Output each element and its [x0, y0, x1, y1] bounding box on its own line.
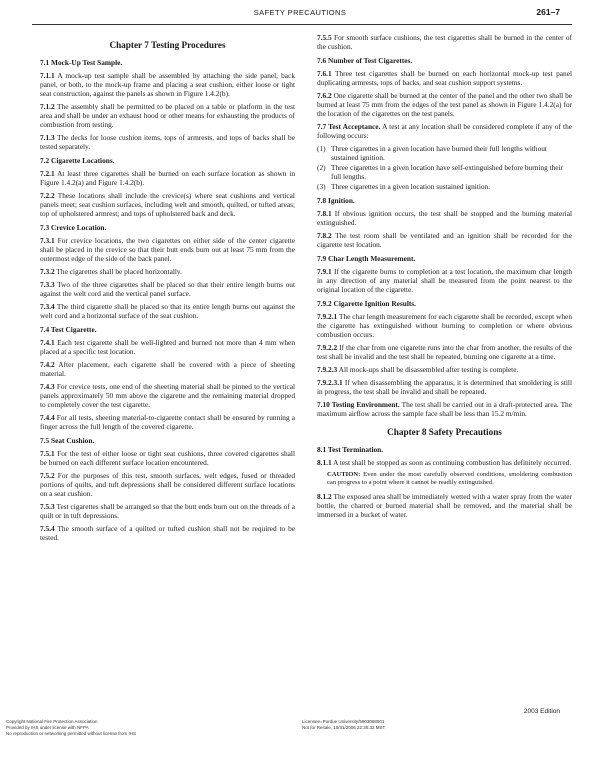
clause-text: A test shall be stopped as soon as continuing combustion has definitely occurred.	[333, 458, 572, 467]
clause-text: For all tests, sheeting material-to-cigarette contact shall be ensured by running a finger across the full length of the covered cigarette.	[40, 413, 295, 431]
paragraph	[40, 302, 295, 320]
clause-text: The test shall be carried out in a draft-protected area. The maximum airflow across the sample face shall be less than 15.2 m/min.	[317, 400, 572, 418]
clause-number: 7.5.4	[40, 524, 55, 533]
list-item: (3) Three cigarettes in a given location sustained ignition.	[317, 182, 491, 191]
clause-text: At least three cigarettes shall be burned on each surface location as shown in Figure 1.4.2(a) and Figure 1.4.2(b).	[40, 169, 295, 187]
clause-number: 7.2.1	[40, 169, 55, 178]
paragraph	[317, 267, 572, 294]
clause-number: 7.5.1	[40, 449, 55, 458]
clause-text: The char length measurement for each cigarette shall be recorded, except when the cigarette has extinguished without burning to completion or where obvious combustion occurs.	[317, 312, 572, 339]
clause-text: For the test of either loose or tight seat cushions, three covered cigarettes shall be burned on each different surface location encountered.	[40, 449, 295, 467]
running-head: SAFETY PRECAUTIONS	[253, 8, 347, 17]
right-blocks-a	[317, 33, 572, 140]
clause-number: 7.4.4	[40, 413, 55, 422]
left-column	[40, 33, 295, 546]
clause-text: A mock-up test sample shall be assembled by attaching the side panel, back panel, or both, to the mock-up frame and placing a seat cushion, either loose or tight seat construction, against the panels as shown in Figure 1.4.2(b).	[40, 71, 295, 98]
clause-number: 7.7 Test Acceptance.	[317, 122, 381, 131]
paragraph	[40, 267, 295, 276]
clause-number: 7.1.3	[40, 133, 55, 142]
clause-number: 7.5.3	[40, 502, 55, 511]
paragraph	[317, 492, 572, 519]
clause-number: 7.9.2.2	[317, 343, 338, 352]
clause-number: 7.3.3	[40, 280, 55, 289]
clause-text: These locations shall include the crevice(s) where seat cushions and vertical panels meet; seat cushion surfaces, including welt and smooth, quilted, or tufted areas; top of upholstered armrest; and tops of upholstered back and deck.	[40, 191, 295, 218]
clause-number: 7.10 Testing Environment.	[317, 400, 400, 409]
section-heading: 7.4 Test Cigarette.	[40, 325, 97, 334]
clause-text: For smooth surface cushions, the test cigarettes shall be burned in the center of the cushion.	[317, 33, 572, 51]
right-blocks-b	[317, 196, 572, 418]
paragraph	[40, 449, 295, 467]
clause-text: Two of the three cigarettes shall be placed so that their entire length burns out against the welt cord and the vertical panel surface.	[40, 280, 295, 298]
paragraph	[317, 209, 572, 227]
clause-text: For crevice locations, the two cigarettes on either side of the center cigarette shall be placed in the crevice so that their butt ends burn out at least 75 mm from the outermost edge of the side of the back panel.	[40, 236, 296, 263]
page-number: 261–7	[536, 7, 560, 17]
clause-number: 7.8.2	[317, 231, 332, 240]
clause-number: 7.6.2	[317, 91, 332, 100]
paragraph	[317, 343, 572, 361]
clause-text: The exposed area shall be immediately wetted with a water spray from the water bottle, the charred or burned material shall be removed, and the material shall be immersed in a bucket of water.	[317, 492, 572, 519]
clause-number: 7.3.2	[40, 267, 55, 276]
clause-number: 7.1.1	[40, 71, 55, 80]
paragraph	[317, 458, 572, 467]
clause-text: After placement, each cigarette shall be covered with a piece of sheeting material.	[40, 360, 295, 378]
clause-number: 7.5.5	[317, 33, 332, 42]
section-heading: 7.6 Number of Test Cigarettes.	[317, 56, 413, 65]
clause-text: One cigarette shall be burned at the center of the panel and the other two shall be burned at least 75 mm from the edges of the test panel as shown in Figure 1.4.2(a) for the location of the cigarettes on the test panels.	[317, 91, 573, 118]
paragraph	[40, 236, 295, 263]
clause-text: If obvious ignition occurs, the test shall be stopped and the burning material extinguished.	[317, 209, 573, 227]
paragraph	[40, 524, 295, 542]
chapter-7-heading: Chapter 7 Testing Procedures	[109, 40, 226, 50]
clause-number: 7.6.1	[317, 69, 332, 78]
clause-text: All mock-ups shall be disassembled after testing is complete.	[338, 365, 519, 374]
acceptance-list	[317, 144, 572, 191]
paragraph	[40, 502, 295, 520]
paragraph	[317, 312, 572, 339]
clause-number: 8.1.2	[317, 492, 332, 501]
paragraph	[40, 382, 295, 409]
paragraph	[40, 169, 295, 187]
header-rule	[32, 24, 572, 25]
caution-note	[327, 471, 572, 487]
section-heading: 7.3 Crevice Location.	[40, 223, 107, 232]
footer-line: Not for Resale, 10/31/2006 22:30:32 MST	[302, 724, 386, 730]
clause-number: 7.9.1	[317, 267, 332, 276]
clause-text: The smooth surface of a quilted or tufted cushion shall not be required to be tested.	[40, 524, 295, 542]
footer-right	[302, 719, 385, 731]
left-blocks	[40, 58, 295, 542]
section-heading: 7.9 Char Length Measurement.	[317, 254, 416, 263]
clause-text: The third cigarette shall be placed so that its entire length burns out against the welt cord and a horizontal surface of the seat cushion.	[40, 302, 295, 320]
caution-label: CAUTION:	[327, 471, 361, 478]
clause-text: The test room shall be ventilated and an ignition shall be recorded for the cigarette test location.	[317, 231, 572, 249]
paragraph	[317, 365, 572, 374]
paragraph	[40, 71, 295, 98]
paragraph	[40, 360, 295, 378]
paragraph	[317, 378, 572, 396]
clause-number: 7.3.4	[40, 302, 55, 311]
clause-text: The cigarettes shall be placed horizontally.	[56, 267, 182, 276]
chapter-8-heading: Chapter 8 Safety Precautions	[387, 427, 502, 437]
footer-left	[6, 719, 136, 736]
footer-line: No reproduction or networking permitted without license from IHS	[6, 730, 137, 736]
paragraph	[317, 400, 572, 418]
paragraph	[40, 102, 295, 129]
clause-text: If the char from one cigarette runs into the char from another, the results of the test shall be invalid and the test shall be repeated, burning one cigarette at a time.	[317, 343, 572, 361]
paragraph	[40, 471, 295, 498]
clause-number: 7.9.2.1	[317, 312, 338, 321]
clause-text: If when disassembling the apparatus, it is determined that smoldering is still in progress, the test shall be invalid and shall be repeated.	[317, 378, 572, 396]
edition-label: 2003 Edition	[523, 708, 560, 715]
right-blocks-c	[317, 445, 572, 467]
section-heading: 7.2 Cigarette Locations.	[40, 156, 115, 165]
paragraph	[40, 413, 295, 431]
right-column	[317, 33, 572, 523]
paragraph	[40, 191, 295, 218]
paragraph	[40, 280, 295, 298]
clause-number: 7.4.1	[40, 338, 55, 347]
footer-line: Provided by IHS under license with NFPA	[6, 724, 89, 730]
section-heading: 7.9.2 Cigarette Ignition Results.	[317, 299, 417, 308]
clause-number: 7.8.1	[317, 209, 332, 218]
clause-number: 7.5.2	[40, 471, 55, 480]
clause-number: 7.1.2	[40, 102, 55, 111]
list-item: (1) Three cigarettes in a given location have burned their full lengths without sustained ignition.	[317, 144, 547, 162]
section-heading: 7.1 Mock-Up Test Sample.	[40, 58, 123, 67]
paragraph	[317, 122, 572, 140]
clause-number: 7.2.2	[40, 191, 55, 200]
clause-number: 7.9.2.3.1	[317, 378, 343, 387]
footer-line: Licensee=Purdue University/5903068001	[302, 719, 385, 724]
paragraph	[40, 338, 295, 356]
caution-text: Even under the most carefully observed conditions, smoldering combustion can progress to a point where it cannot be readily extinguished.	[327, 471, 572, 486]
list-item: (2) Three cigarettes in a given location have self-extinguished before burning their full lengths.	[317, 163, 564, 181]
clause-text: For the purposes of this test, smooth surfaces, welt edges, fused or threaded portions of quilts, and tuft depressions shall be considered different surface locations on a seat cushion.	[40, 471, 295, 498]
clause-number: 7.4.3	[40, 382, 55, 391]
section-heading: 7.5 Seat Cushion.	[40, 436, 95, 445]
paragraph	[317, 91, 572, 118]
section-heading: 8.1 Test Termination.	[317, 445, 384, 454]
clause-text: For crevice tests, one end of the sheeting material shall be pinned to the vertical panels approximately 50 mm above the cigarette and the remaining material dropped to completely cover the test cigarette.	[40, 382, 295, 409]
section-heading: 7.8 Ignition.	[317, 196, 355, 205]
paragraph	[317, 69, 572, 87]
paragraph	[317, 33, 572, 51]
footer-line: Copyright National Fire Protection Association	[6, 719, 98, 724]
right-blocks-d	[317, 492, 572, 519]
clause-number: 7.4.2	[40, 360, 55, 369]
clause-number: 8.1.1	[317, 458, 332, 467]
clause-text: Each test cigarette shall be well-lighted and burned not more than 4 mm when placed at a specific test location.	[40, 338, 295, 356]
clause-number: 7.9.2.3	[317, 365, 338, 374]
paragraph	[317, 231, 572, 249]
page-header	[0, 6, 600, 22]
clause-text: If the cigarette burns to completion at a test location, the maximum char length in any direction of any material shall be measured from the point nearest to the original location of the cigarette.	[317, 267, 572, 294]
clause-text: Test cigarettes shall be arranged so that the butt ends burn out on the threads of a quilt or in tuft depressions.	[40, 502, 295, 520]
paragraph	[40, 133, 295, 151]
clause-number: 7.3.1	[40, 236, 55, 245]
clause-text: Three test cigarettes shall be burned on each horizontal mock-up test panel duplicating armrests, tops of backs, and seat cushion support systems.	[317, 69, 572, 87]
clause-text: A test at any location shall be considered complete if any of the following occurs:	[317, 122, 573, 140]
clause-text: The assembly shall be permitted to be placed on a table or platform in the test area and shall be under an exhaust hood or other means for exhausting the products of combustion from testing.	[40, 102, 295, 129]
clause-text: The decks for loose cushion items, tops of armrests, and tops of backs shall be tested separately.	[40, 133, 295, 151]
